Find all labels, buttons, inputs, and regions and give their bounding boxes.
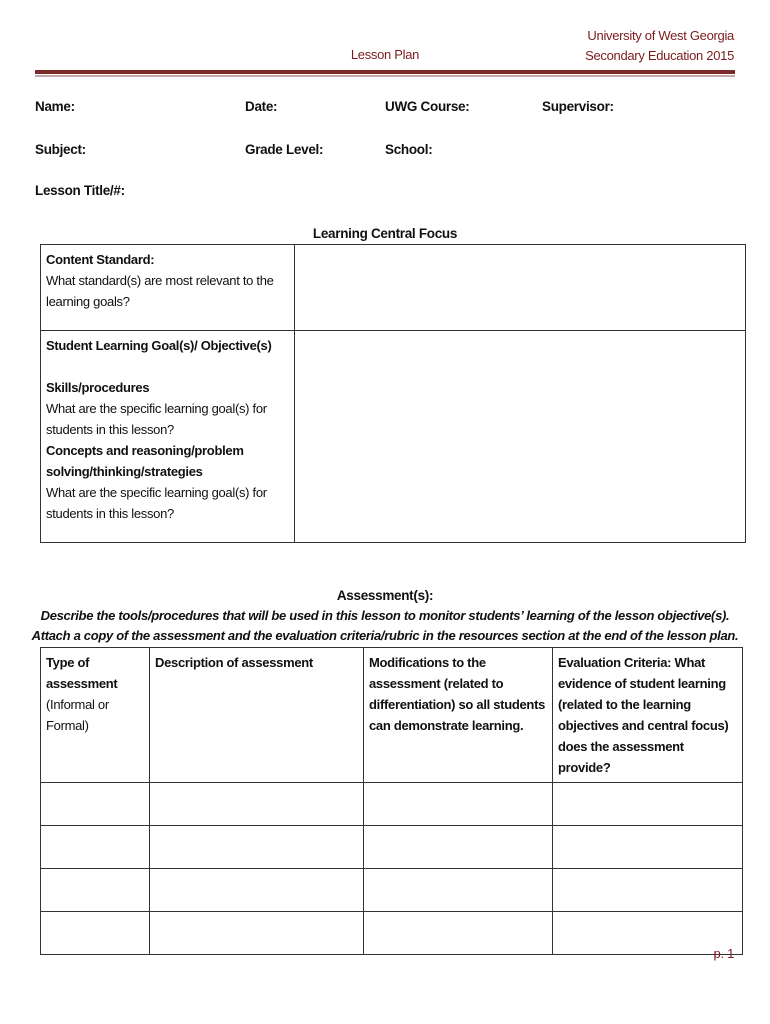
goals-label: Student Learning Goal(s)/ Objective(s): [46, 338, 272, 353]
date-field[interactable]: Date:: [245, 99, 278, 114]
table-cell[interactable]: [553, 869, 743, 912]
focus-section-title: Learning Central Focus: [312, 226, 458, 241]
content-standard-prompt: What standard(s) are most relevant to the learning goals?: [46, 273, 274, 309]
col-type-sub: (Informal or Formal): [46, 697, 109, 733]
uwg-course-field[interactable]: UWG Course:: [385, 99, 470, 114]
program-name: Secondary Education 2015: [585, 48, 734, 63]
grade-level-field[interactable]: Grade Level:: [245, 142, 324, 157]
name-field[interactable]: Name:: [35, 99, 75, 114]
table-cell[interactable]: [553, 826, 743, 869]
table-row: [41, 912, 743, 955]
document-title: Lesson Plan: [350, 47, 420, 62]
table-cell[interactable]: [41, 826, 150, 869]
col-modifications-header: Modifications to the assessment (related to differentiation) so all students can demonstrate learning.: [364, 648, 553, 783]
content-standard-row: [41, 245, 746, 331]
table-cell[interactable]: [364, 912, 553, 955]
concepts-label: Concepts and reasoning/problem solving/thinking/strategies: [46, 443, 244, 479]
university-name: University of West Georgia: [587, 28, 734, 43]
assessment-instructions-1: Describe the tools/procedures that will be used in this lesson to monitor students’ learning of the lesson objective(s).: [40, 608, 730, 623]
table-cell[interactable]: [364, 783, 553, 826]
content-standard-cell: [41, 245, 295, 331]
skills-prompt: What are the specific learning goal(s) for students in this lesson?: [46, 401, 267, 437]
assessment-section-title: Assessment(s):: [336, 588, 434, 603]
supervisor-field[interactable]: Supervisor:: [542, 99, 614, 114]
focus-table: [40, 244, 746, 543]
learning-goals-cell: [41, 331, 295, 543]
learning-goals-entry[interactable]: [295, 331, 746, 543]
table-cell[interactable]: [41, 783, 150, 826]
col-description-header: Description of assessment: [150, 648, 364, 783]
header-rule: [35, 70, 735, 74]
assessment-table: [40, 647, 743, 955]
table-cell[interactable]: [150, 826, 364, 869]
page-number: p. 1: [713, 946, 734, 961]
assessment-header-row: [41, 648, 743, 783]
table-row: [41, 869, 743, 912]
table-cell[interactable]: [553, 783, 743, 826]
school-field[interactable]: School:: [385, 142, 433, 157]
table-cell[interactable]: [364, 826, 553, 869]
col-type-header: [41, 648, 150, 783]
content-standard-entry[interactable]: [295, 245, 746, 331]
table-cell[interactable]: [41, 912, 150, 955]
table-row: [41, 783, 743, 826]
assessment-instructions-2: Attach a copy of the assessment and the evaluation criteria/rubric in the resources section at the end of the lesson plan.: [31, 628, 739, 643]
content-standard-label: Content Standard:: [46, 252, 155, 267]
table-cell[interactable]: [364, 869, 553, 912]
lesson-title-field[interactable]: Lesson Title/#:: [35, 183, 125, 198]
header-rule-shadow: [35, 75, 735, 77]
col-evaluation-header: Evaluation Criteria: What evidence of student learning (related to the learning objectives and central focus) does the assessment provide?: [553, 648, 743, 783]
table-cell[interactable]: [150, 869, 364, 912]
table-row: [41, 826, 743, 869]
table-cell[interactable]: [41, 869, 150, 912]
learning-goals-row: [41, 331, 746, 543]
skills-label: Skills/procedures: [46, 380, 150, 395]
col-type-label: Type of assessment: [46, 655, 118, 691]
institution-block: [585, 26, 734, 66]
subject-field[interactable]: Subject:: [35, 142, 86, 157]
table-cell[interactable]: [150, 912, 364, 955]
concepts-prompt: What are the specific learning goal(s) for students in this lesson?: [46, 485, 267, 521]
table-cell[interactable]: [150, 783, 364, 826]
